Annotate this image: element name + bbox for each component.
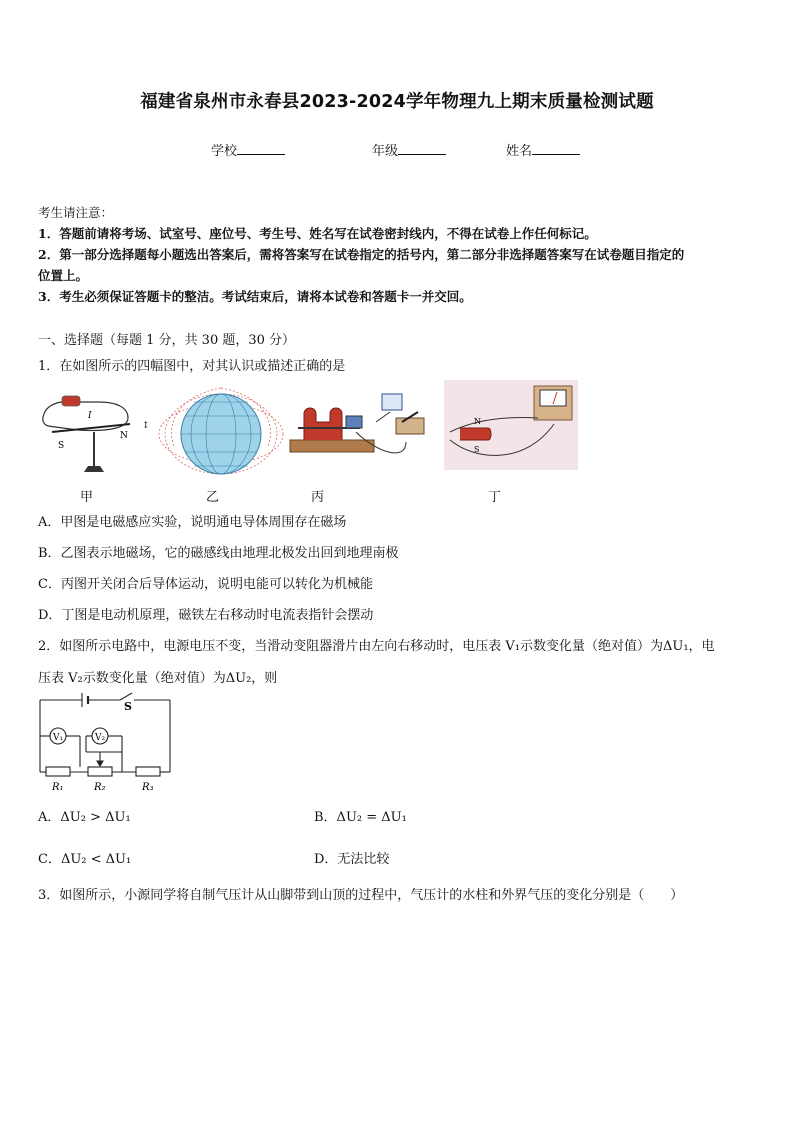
q1-figures <box>38 380 598 505</box>
q1-option-a[interactable]: A．甲图是电磁感应实验，说明通电导体周围存在磁场 <box>38 515 347 530</box>
svg-text:N: N <box>120 431 128 441</box>
notice-item-2: 2．第一部分选择题每小题选出答案后，需将答案写在试卷指定的括号内，第二部分非选择题答案写在试卷题目指定的 <box>38 247 685 262</box>
section-heading: 一、选择题（每题 1 分，共 30 题，30 分） <box>38 333 296 348</box>
school-blank[interactable] <box>237 142 285 155</box>
svg-text:S: S <box>474 445 480 454</box>
figure-bing-motor-experiment <box>286 392 446 480</box>
q2-option-b[interactable]: B．ΔU₂ = ΔU₁ <box>314 810 407 825</box>
notice-item-1: 1．答题前请将考场、试室号、座位号、考生号、姓名写在试卷密封线内，不得在试卷上作任何标记。 <box>38 226 597 241</box>
notice-item-2-cont: 位置上。 <box>38 268 89 283</box>
label-v2: V₂ <box>95 733 106 743</box>
q1-option-b[interactable]: B．乙图表示地磁场，它的磁感线由地理北极发出回到地理南极 <box>38 546 399 561</box>
school-field <box>211 140 285 159</box>
q2-option-c[interactable]: C．ΔU₂ < ΔU₁ <box>38 852 132 867</box>
label-switch: S <box>124 700 132 713</box>
figure-label-yi: 乙 <box>206 490 220 505</box>
page-title: 福建省泉州市永春县2023-2024学年物理九上期末质量检测试题 <box>140 92 654 112</box>
label-r1: R₁ <box>52 782 64 793</box>
q2-circuit-diagram <box>36 690 176 794</box>
svg-text:↕: ↕ <box>142 421 150 431</box>
figure-label-ding: 丁 <box>488 490 502 505</box>
school-label: 学校 <box>211 144 238 159</box>
q1-stem: 1．在如图所示的四幅图中，对其认识或描述正确的是 <box>38 359 346 374</box>
q2-option-a[interactable]: A．ΔU₂ > ΔU₁ <box>38 810 131 825</box>
notice-heading: 考生请注意： <box>38 205 114 220</box>
figure-jia-oersted <box>38 388 156 478</box>
name-blank[interactable] <box>532 142 580 155</box>
grade-field <box>372 140 446 159</box>
figure-ding-induction <box>444 380 578 470</box>
label-r2: R₂ <box>94 782 106 793</box>
figure-label-bing: 丙 <box>311 490 325 505</box>
svg-text:I: I <box>88 411 92 421</box>
q1-option-d[interactable]: D．丁图是电动机原理，磁铁左右移动时电流表指针会摆动 <box>38 608 374 623</box>
q2-stem-line-1: 2．如图所示电路中，电源电压不变，当滑动变阻器滑片由左向右移动时，电压表 V₁示数变化量（绝对值）为ΔU₁，电 <box>38 639 715 654</box>
svg-text:S: S <box>58 441 65 451</box>
notice-item-3: 3．考生必须保证答题卡的整洁。考试结束后，请将本试卷和答题卡一并交回。 <box>38 289 472 304</box>
q3-stem: 3．如图所示，小源同学将自制气压计从山脚带到山顶的过程中，气压计的水柱和外界气压的变化分别是（ ） <box>38 888 684 903</box>
grade-label: 年级 <box>372 144 399 159</box>
figure-label-jia: 甲 <box>80 490 94 505</box>
label-r3: R₃ <box>142 782 154 793</box>
name-label: 姓名 <box>506 144 533 159</box>
svg-text:N: N <box>474 417 481 426</box>
grade-blank[interactable] <box>398 142 446 155</box>
name-field <box>506 140 580 159</box>
q2-option-d[interactable]: D．无法比较 <box>314 852 390 867</box>
figure-yi-earth-field <box>156 386 286 482</box>
q1-option-c[interactable]: C．丙图开关闭合后导体运动，说明电能可以转化为机械能 <box>38 577 373 592</box>
label-v1: V₁ <box>53 733 64 743</box>
q2-stem-line-2: 压表 V₂示数变化量（绝对值）为ΔU₂，则 <box>38 671 278 686</box>
